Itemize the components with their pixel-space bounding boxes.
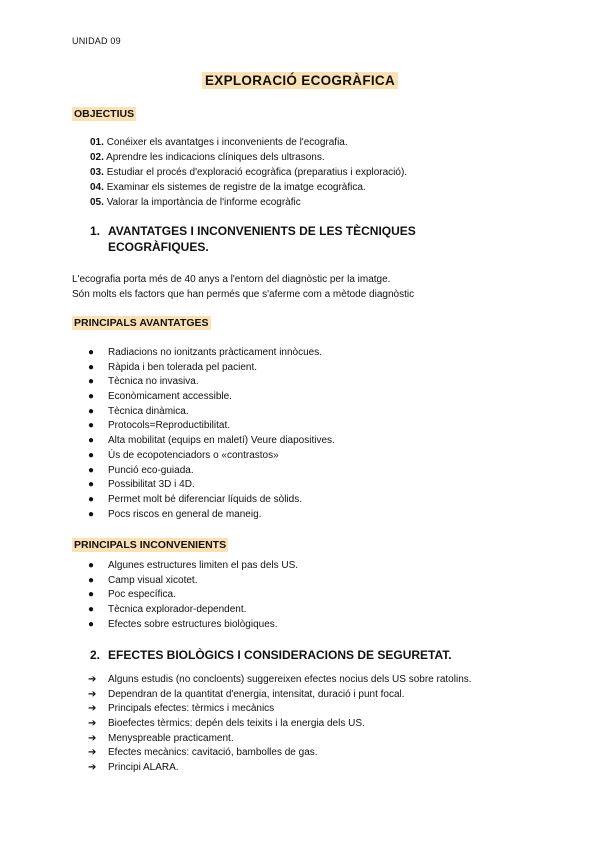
section-2-list — [88, 673, 472, 776]
section-1-heading: 1. AVANTATGES I INCONVENIENTS DE LES TÈCNIQUES ECOGRÀFIQUES. — [90, 224, 416, 254]
disadvantages-list — [88, 559, 298, 632]
list-item: ● Efectes sobre estructures biològiques. — [88, 618, 278, 630]
list-item: ● Radiacions no ionitzants pràcticament innòcues. — [88, 347, 323, 358]
section-2-heading: 2. EFECTES BIOLÒGICS I CONSIDERACIONS DE SEGURETAT. — [90, 648, 452, 662]
advantages-list — [88, 346, 335, 522]
advantages-heading: PRINCIPALS AVANTATGES — [74, 317, 209, 329]
list-item: ● Pocs riscos en general de maneig. — [88, 508, 262, 520]
list-item: ● Tècnica no invasiva. — [88, 376, 199, 388]
list-item: ● Ús de ecopotenciadors o «contrastos» — [88, 449, 279, 461]
list-item: ➔ Alguns estudis (no concloents) suggereixen efectes nocius dels US sobre ratolins. — [88, 674, 472, 685]
list-item: ➔ Menyspreable practicament. — [88, 732, 234, 744]
objectives-list — [90, 135, 407, 210]
objective-item: 02. Aprendre les indicacions clíniques dels ultrasons. — [90, 152, 325, 163]
list-item: ➔ Efectes mecànics: cavitació, bambolles de gas. — [88, 747, 318, 759]
objective-item: 05. Valorar la importància de l'informe ecogràfic — [90, 197, 301, 208]
objective-item: 01. Conéixer els avantatges i inconvenients de l'ecografia. — [90, 137, 348, 148]
list-item: ➔ Dependran de la quantitat d'energia, intensitat, duració i punt focal. — [88, 688, 405, 700]
list-item: ➔ Bioefectes tèrmics: depén dels teixits i la energia dels US. — [88, 718, 365, 730]
list-item: ● Tècnica explorador-dependent. — [88, 604, 247, 616]
list-item: ● Protocols=Reproductibilitat. — [88, 420, 231, 432]
list-item: ● Possibilitat 3D i 4D. — [88, 479, 195, 491]
objective-item: 04. Examinar els sistemes de registre de la imatge ecogràfica. — [90, 182, 366, 193]
list-item: ● Econòmicament accessible. — [88, 391, 232, 403]
objective-item: 03. Estudiar el procés d'exploració ecogràfica (preparatius i exploració). — [90, 167, 408, 178]
page-title-text: EXPLORACIÓ ECOGRÀFICA — [202, 72, 398, 89]
list-item: ● Permet molt bé diferenciar líquids de sòlids. — [88, 493, 302, 505]
list-item: ➔ Principals efectes: tèrmics i mecànics — [88, 703, 275, 715]
list-item: ● Ràpida i ben tolerada pel pacient. — [88, 361, 257, 373]
list-item: ➔ Principi ALARA. — [88, 762, 179, 774]
section-1-paragraph: L'ecografia porta més de 40 anys a l'entorn del diagnòstic per la imatge. Són molts els factors que han permés que s'aferme com a mètode diagnòstic — [72, 274, 415, 300]
list-item: ● Punció eco-guiada. — [88, 464, 194, 476]
list-item: ● Camp visual xicotet. — [88, 574, 198, 586]
page-title — [0, 72, 600, 90]
disadvantages-heading: PRINCIPALS INCONVENIENTS — [74, 539, 227, 551]
objectives-heading: OBJECTIUS — [74, 108, 135, 120]
list-item: ● Tècnica dinàmica. — [88, 405, 189, 417]
unit-label: UNIDAD 09 — [72, 36, 121, 46]
list-item: ● Alta mobilitat (equips en maletí) Veure diapositives. — [88, 435, 335, 447]
list-item: ● Algunes estructures limiten el pas dels US. — [88, 560, 299, 571]
list-item: ● Poc específica. — [88, 589, 176, 601]
